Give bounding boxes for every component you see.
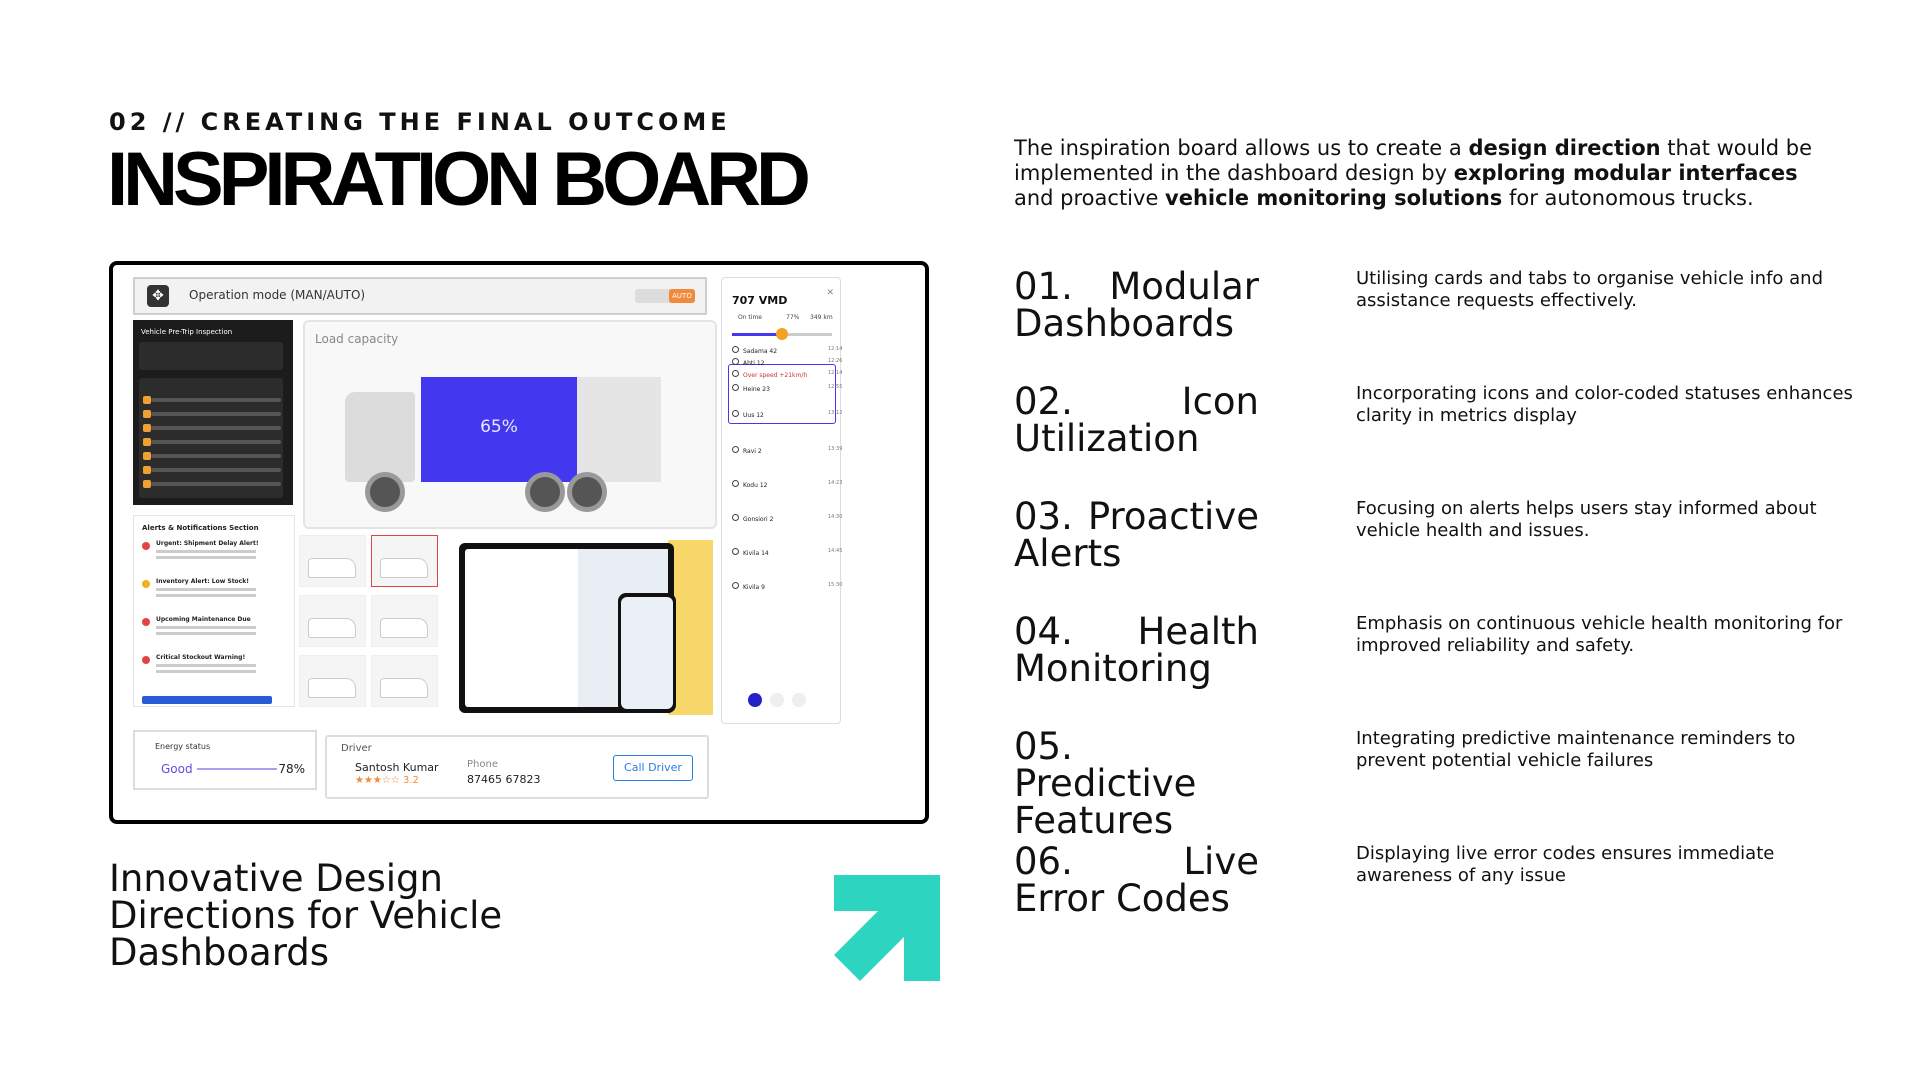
close-icon: ✕ [826,288,834,298]
operation-toggle-label: AUTO [669,289,695,303]
alert-icon [142,618,150,626]
stop-name: Ahti 12 [743,360,765,367]
stop-time: 13:39 [828,446,843,452]
stop-time: 12:14 [828,346,843,352]
load-capacity-card [303,320,717,529]
chat-tab-icon [792,693,806,707]
wheel-icon [525,472,565,512]
inspection-row [151,426,281,430]
feature-title-6: 06. Live Error Codes [1014,840,1259,920]
inspection-row [151,454,281,458]
stop-name: Over speed +21km/h [743,372,808,379]
alerts-title: Alerts & Notifications Section [142,524,259,532]
vehicle-thumb [371,655,438,707]
intro-bold-1: design direction [1468,136,1661,160]
intro-text-1: The inspiration board allows us to create a [1014,136,1469,160]
intro-text-3: and proactive [1014,186,1166,210]
van-icon [380,618,428,638]
alert-line [156,550,256,553]
check-icon [143,410,151,418]
stop-name: Kivila 9 [743,584,765,591]
operation-mode-toggle [635,289,695,303]
load-percent: 65% [480,417,518,437]
stop-row [732,480,843,489]
stop-row [732,358,843,367]
vehicle-thumb [299,655,366,707]
alert-title: Urgent: Shipment Delay Alert! [156,540,259,547]
alert-icon [142,580,150,588]
stop-row [732,370,843,379]
feature-title-4: 04. Health Monitoring [1014,610,1259,690]
stop-row [732,384,843,393]
stop-name: Ravi 2 [743,448,762,455]
stop-name: Gonsiori 2 [743,516,774,523]
truck-icon [380,558,428,578]
check-icon [143,396,151,404]
truck-info-card [139,342,283,370]
stop-name: Kivila 14 [743,550,769,557]
vehicle-thumb [371,595,438,647]
driver-rating: ★★★☆☆ 3.2 [355,775,419,786]
call-driver-button: Call Driver [613,755,693,781]
stop-icon [732,582,739,589]
alert-line [156,632,256,635]
stop-icon [732,548,739,555]
stop-icon [732,446,739,453]
truck-icon [308,558,356,578]
operation-mode-bar [133,277,707,315]
route-tab-icon [748,693,762,707]
intro-bold-3: vehicle monitoring solutions [1165,186,1503,210]
energy-state: Good [161,762,193,776]
load-capacity-label: Load capacity [315,332,399,346]
driver-name: Santosh Kumar [355,761,439,774]
alert-title: Critical Stockout Warning! [156,654,246,661]
distance-label: 349 km [810,314,833,321]
truck-tab-icon [770,693,784,707]
inspection-row [151,440,281,444]
stop-time: 14:30 [828,514,843,520]
see-all-button [142,696,272,704]
alert-icon [142,656,150,664]
route-side-panel [721,277,841,724]
arrow-up-right-icon [834,875,940,981]
stop-name: Kodu 12 [743,482,768,489]
feature-desc-5: Integrating predictive maintenance reminders to prevent potential vehicle failures [1356,728,1796,771]
energy-bar [197,768,277,770]
inspection-row [151,468,281,472]
stop-time: 13:12 [828,410,843,416]
alert-title: Upcoming Maintenance Due [156,616,251,623]
route-progress-fill [732,333,780,336]
energy-status-card [133,730,317,790]
check-icon [143,480,151,488]
stop-time: 12:55 [828,384,843,390]
inspection-list-card [139,378,283,498]
operation-mode-label: Operation mode (MAN/AUTO) [189,288,366,302]
feature-title-1: 01. Modular Dashboards [1014,265,1259,345]
check-icon [143,424,151,432]
stop-row [732,548,843,557]
alert-icon [142,542,150,550]
check-icon [143,438,151,446]
stop-time: 14:45 [828,548,843,554]
pretrip-title: Vehicle Pre-Trip Inspection [141,328,233,336]
feature-desc-4: Emphasis on continuous vehicle health monitoring for improved reliability and safety. [1356,613,1843,656]
speed-warning-icon [732,370,739,377]
inspection-row [151,398,281,402]
check-icon [143,452,151,460]
alert-line [156,664,256,667]
vehicle-id: 707 VMD [732,294,788,307]
alert-line [156,626,256,629]
stop-icon [732,480,739,487]
alert-line [156,588,256,591]
intro-text-2: that would be implemented in the dashboard design by [1014,136,1813,185]
stop-row [732,346,843,355]
vehicle-thumb [299,535,366,587]
inspiration-board-image [109,261,929,824]
phone-mockup [618,593,676,713]
stop-time: 12:14 [828,370,843,376]
vehicle-thumbnails [299,535,449,710]
alert-line [156,556,256,559]
stop-icon [732,346,739,353]
feature-title-3: 03. Proactive Alerts [1014,495,1259,575]
intro-text-4: for autonomous trucks. [1502,186,1754,210]
pretrip-inspection-panel [133,320,293,505]
battery-label: 77% [786,314,800,321]
van-icon [308,618,356,638]
stop-time: 15:30 [828,582,843,588]
status-label: On time [738,314,762,321]
inspection-row [151,412,281,416]
page-title: INSPIRATION BOARD [107,137,806,222]
phone-screen [621,597,673,709]
van-icon [308,678,356,698]
stop-icon [732,514,739,521]
phone-number: 87465 67823 [467,773,541,786]
stop-row [732,446,843,455]
driver-label: Driver [341,743,372,754]
intro-paragraph [1014,136,1834,211]
wheel-icon [365,472,405,512]
truck-cab-icon [345,392,415,482]
alert-line [156,670,256,673]
stop-name: Sadama 42 [743,348,778,355]
alerts-panel [133,515,295,707]
steering-icon: ✥ [147,285,169,307]
stop-icon [732,410,739,417]
stop-row [732,410,843,419]
feature-title-2: 02. Icon Utilization [1014,380,1259,460]
feature-desc-1: Utilising cards and tabs to organise vehicle info and assistance requests effectively. [1356,268,1824,311]
energy-label: Energy status [155,742,211,751]
alert-line [156,594,256,597]
truck-position-icon [776,328,788,340]
driver-card [325,735,709,799]
stop-icon [732,384,739,391]
van-icon [380,678,428,698]
section-eyebrow: 02 // CREATING THE FINAL OUTCOME [109,108,731,136]
stop-time: 12:26 [828,358,843,364]
stop-name: Uus 12 [743,412,764,419]
phone-label: Phone [467,759,498,770]
energy-percent: 78% [278,762,305,776]
stop-time: 14:23 [828,480,843,486]
feature-desc-2: Incorporating icons and color-coded statuses enhances clarity in metrics display [1356,383,1853,426]
vehicle-thumb [299,595,366,647]
inspection-row [151,482,281,486]
panel-tabs [748,692,814,711]
feature-title-5: 05. Predictive Features [1014,725,1197,842]
stop-row [732,582,843,591]
vehicle-thumb [371,535,438,587]
feature-desc-3: Focusing on alerts helps users stay informed about vehicle health and issues. [1356,498,1817,541]
stop-name: Heine 23 [743,386,770,393]
alert-title: Inventory Alert: Low Stock! [156,578,249,585]
check-icon [143,466,151,474]
stop-icon [732,358,739,365]
intro-bold-2: exploring modular interfaces [1453,161,1798,185]
stop-row [732,514,843,523]
board-caption: Innovative Design Directions for Vehicle Dashboards [109,857,503,974]
feature-desc-6: Displaying live error codes ensures immediate awareness of any issue [1356,843,1775,886]
wheel-icon [567,472,607,512]
